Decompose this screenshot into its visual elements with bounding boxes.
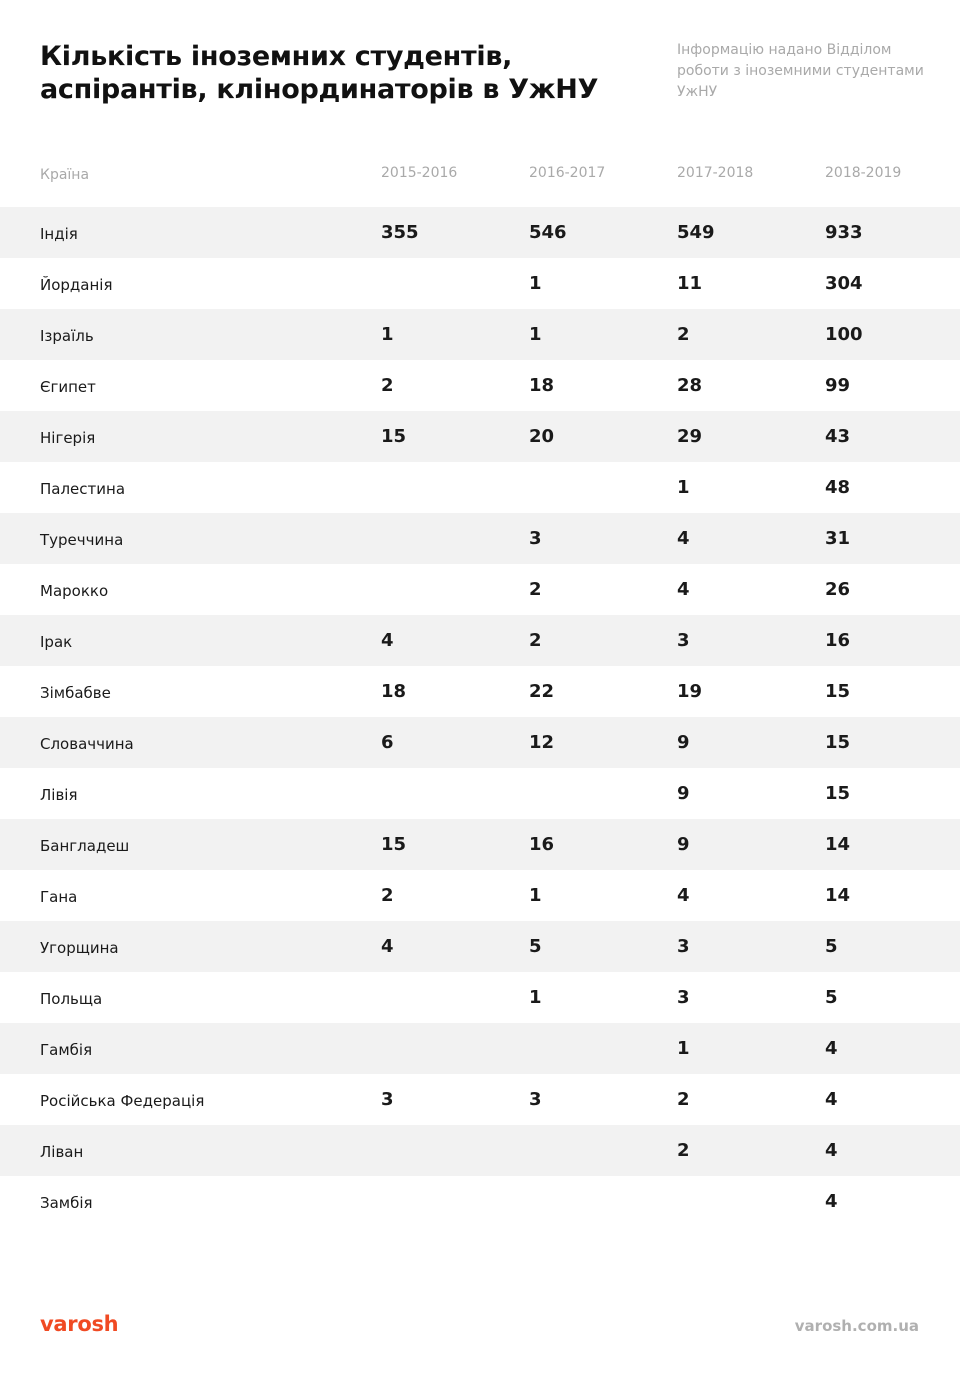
- value-cell: 1: [529, 324, 542, 345]
- value-cell: 48: [825, 477, 851, 498]
- value-cell: 14: [825, 834, 851, 855]
- source-note: Інформацію надано Відділом роботи з іноземними студентами УжНУ: [677, 42, 924, 100]
- table-row: [0, 411, 960, 462]
- table-row: [0, 462, 960, 513]
- value-cell: 4: [825, 1038, 838, 1059]
- value-cell: 4: [381, 630, 394, 651]
- country-cell: Гамбія: [40, 1041, 93, 1059]
- value-cell: 546: [529, 222, 567, 243]
- value-cell: 16: [825, 630, 851, 651]
- value-cell: 2: [529, 579, 542, 600]
- value-cell: 9: [677, 834, 690, 855]
- value-cell: 355: [381, 222, 419, 243]
- country-cell: Зімбабве: [40, 684, 111, 702]
- table-row: [0, 360, 960, 411]
- value-cell: 15: [381, 426, 407, 447]
- table-row: [0, 1074, 960, 1125]
- country-cell: Індія: [40, 225, 78, 243]
- value-cell: 1: [677, 1038, 690, 1059]
- value-cell: 1: [677, 477, 690, 498]
- value-cell: 19: [677, 681, 703, 702]
- country-cell: Замбія: [40, 1194, 93, 1212]
- brand-logo: varosh: [40, 1312, 119, 1336]
- value-cell: 15: [381, 834, 407, 855]
- value-cell: 3: [529, 1089, 542, 1110]
- page-title: Кількість іноземних студентів, аспірантів, клінординаторів в УжНУ: [40, 41, 599, 105]
- value-cell: 11: [677, 273, 703, 294]
- country-cell: Гана: [40, 888, 78, 906]
- value-cell: 4: [677, 579, 690, 600]
- value-cell: 4: [677, 528, 690, 549]
- value-cell: 15: [825, 732, 851, 753]
- value-cell: 1: [381, 324, 394, 345]
- value-cell: 2: [677, 1140, 690, 1161]
- site-url: varosh.com.ua: [794, 1317, 919, 1335]
- value-cell: 2: [529, 630, 542, 651]
- value-cell: 2: [677, 1089, 690, 1110]
- table-row: [0, 666, 960, 717]
- value-cell: 100: [825, 324, 863, 345]
- table-row: [0, 615, 960, 666]
- value-cell: 5: [825, 987, 838, 1008]
- table-row: [0, 1023, 960, 1074]
- country-cell: Ірак: [40, 633, 73, 651]
- value-cell: 20: [529, 426, 555, 447]
- value-cell: 4: [677, 885, 690, 906]
- table-row: [0, 717, 960, 768]
- country-cell: Лівія: [40, 786, 78, 804]
- value-cell: 3: [529, 528, 542, 549]
- table-row: [0, 258, 960, 309]
- value-cell: 3: [677, 630, 690, 651]
- value-cell: 31: [825, 528, 851, 549]
- value-cell: 22: [529, 681, 555, 702]
- country-cell: Марокко: [40, 582, 109, 600]
- value-cell: 18: [381, 681, 407, 702]
- table-row: [0, 1125, 960, 1176]
- value-cell: 18: [529, 375, 555, 396]
- country-cell: Єгипет: [40, 378, 96, 396]
- table-row: [0, 768, 960, 819]
- country-cell: Польща: [40, 990, 103, 1008]
- value-cell: 14: [825, 885, 851, 906]
- table-row: [0, 870, 960, 921]
- value-cell: 29: [677, 426, 703, 447]
- value-cell: 1: [529, 987, 542, 1008]
- value-cell: 26: [825, 579, 851, 600]
- country-cell: Словаччина: [40, 735, 134, 753]
- table-row: [0, 564, 960, 615]
- value-cell: 5: [529, 936, 542, 957]
- value-cell: 3: [677, 936, 690, 957]
- value-cell: 1: [529, 885, 542, 906]
- country-cell: Ізраїль: [40, 327, 94, 345]
- column-header-year: 2017-2018: [677, 165, 754, 181]
- column-header-country: Країна: [40, 166, 90, 183]
- value-cell: 5: [825, 936, 838, 957]
- table-row: [0, 207, 960, 258]
- table-row: [0, 309, 960, 360]
- country-cell: Палестина: [40, 480, 126, 498]
- data-table: [0, 156, 960, 1227]
- country-cell: Йорданія: [40, 276, 113, 294]
- table-row: [0, 513, 960, 564]
- value-cell: 2: [677, 324, 690, 345]
- value-cell: 2: [381, 885, 394, 906]
- country-cell: Ліван: [40, 1143, 84, 1161]
- table-header-row: [0, 156, 960, 190]
- value-cell: 4: [825, 1191, 838, 1212]
- value-cell: 3: [677, 987, 690, 1008]
- country-cell: Угорщина: [40, 939, 119, 957]
- table-row: [0, 819, 960, 870]
- column-header-year: 2015-2016: [381, 165, 458, 181]
- value-cell: 6: [381, 732, 394, 753]
- value-cell: 12: [529, 732, 555, 753]
- table-row: [0, 1176, 960, 1227]
- table-row: [0, 921, 960, 972]
- value-cell: 2: [381, 375, 394, 396]
- value-cell: 16: [529, 834, 555, 855]
- value-cell: 304: [825, 273, 863, 294]
- value-cell: 15: [825, 681, 851, 702]
- value-cell: 9: [677, 732, 690, 753]
- value-cell: 4: [381, 936, 394, 957]
- column-header-year: 2016-2017: [529, 165, 606, 181]
- value-cell: 9: [677, 783, 690, 804]
- value-cell: 15: [825, 783, 851, 804]
- value-cell: 28: [677, 375, 703, 396]
- column-header-year: 2018-2019: [825, 165, 902, 181]
- value-cell: 933: [825, 222, 863, 243]
- value-cell: 99: [825, 375, 851, 396]
- country-cell: Бангладеш: [40, 837, 130, 855]
- value-cell: 3: [381, 1089, 394, 1110]
- value-cell: 1: [529, 273, 542, 294]
- country-cell: Туреччина: [40, 531, 124, 549]
- country-cell: Російська Федерація: [40, 1092, 205, 1110]
- table-body: [0, 207, 960, 1227]
- value-cell: 4: [825, 1089, 838, 1110]
- value-cell: 43: [825, 426, 851, 447]
- table-row: [0, 972, 960, 1023]
- value-cell: 4: [825, 1140, 838, 1161]
- country-cell: Нігерія: [40, 429, 96, 447]
- value-cell: 549: [677, 222, 715, 243]
